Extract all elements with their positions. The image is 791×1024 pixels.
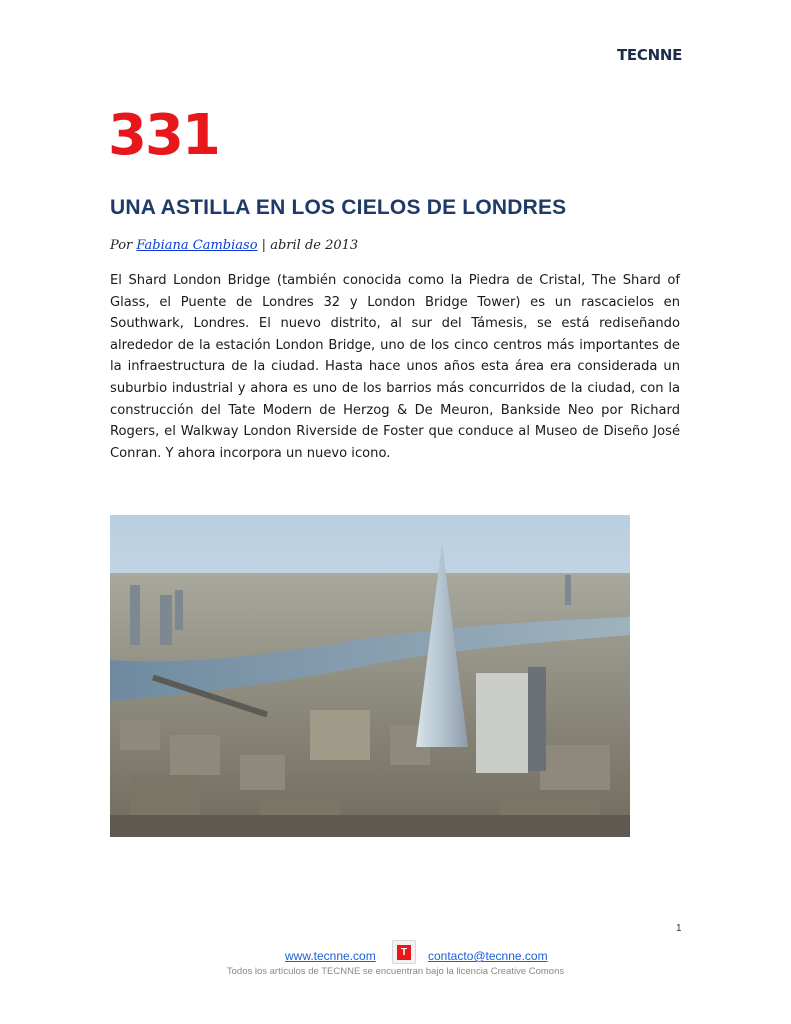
page-number: 1 (676, 923, 682, 934)
website-link[interactable]: www.tecnne.com (285, 949, 376, 963)
email-link[interactable]: contacto@tecnne.com (428, 949, 548, 963)
byline-prefix: Por (110, 238, 137, 253)
tecnne-logo: TECNNE (617, 46, 683, 64)
shard-aerial-photo (110, 515, 630, 837)
license-note: Todos los artículos de TECNNE se encuentran bajo la licencia Creative Comons (226, 966, 565, 977)
footer-links (285, 940, 585, 964)
office-block-dark (528, 667, 546, 771)
article-title: UNA ASTILLA EN LOS CIELOS DE LONDRES (110, 196, 567, 219)
article-date: abril de 2013 (270, 238, 359, 253)
byline-separator: | (257, 238, 271, 253)
article-body: El Shard London Bridge (también conocida como la Piedra de Cristal, The Shard of Glass, el Puente de Londres 32 y London Bridge Tower) es un rascacielos en Southwark, Londres. El nuevo distrito, al sur del Támesis, se está rediseñando alrededor de la estación London Bridge, uno de los cinco centros más importantes de la infraestructura de la ciudad. Hasta hace unos años esta área era considerada un suburbio industrial y ahora es uno de los barrios más concurridos de la ciudad, con la construcción del Tate Modern de Herzog & De Meuron, Bankside Neo por Richard Rogers, el Walkway London Riverside de Foster que conduce al Museo de Diseño José Conran. Y ahora incorpora un nuevo icono. (110, 273, 680, 461)
author-link[interactable]: Fabiana Cambiaso (136, 238, 258, 253)
office-block (476, 673, 528, 773)
byline (110, 238, 358, 253)
icon-letter: T (397, 945, 411, 960)
foreground-rooftops (110, 815, 630, 837)
tecnne-t-icon (392, 940, 416, 964)
article-number: 331 (108, 103, 219, 168)
